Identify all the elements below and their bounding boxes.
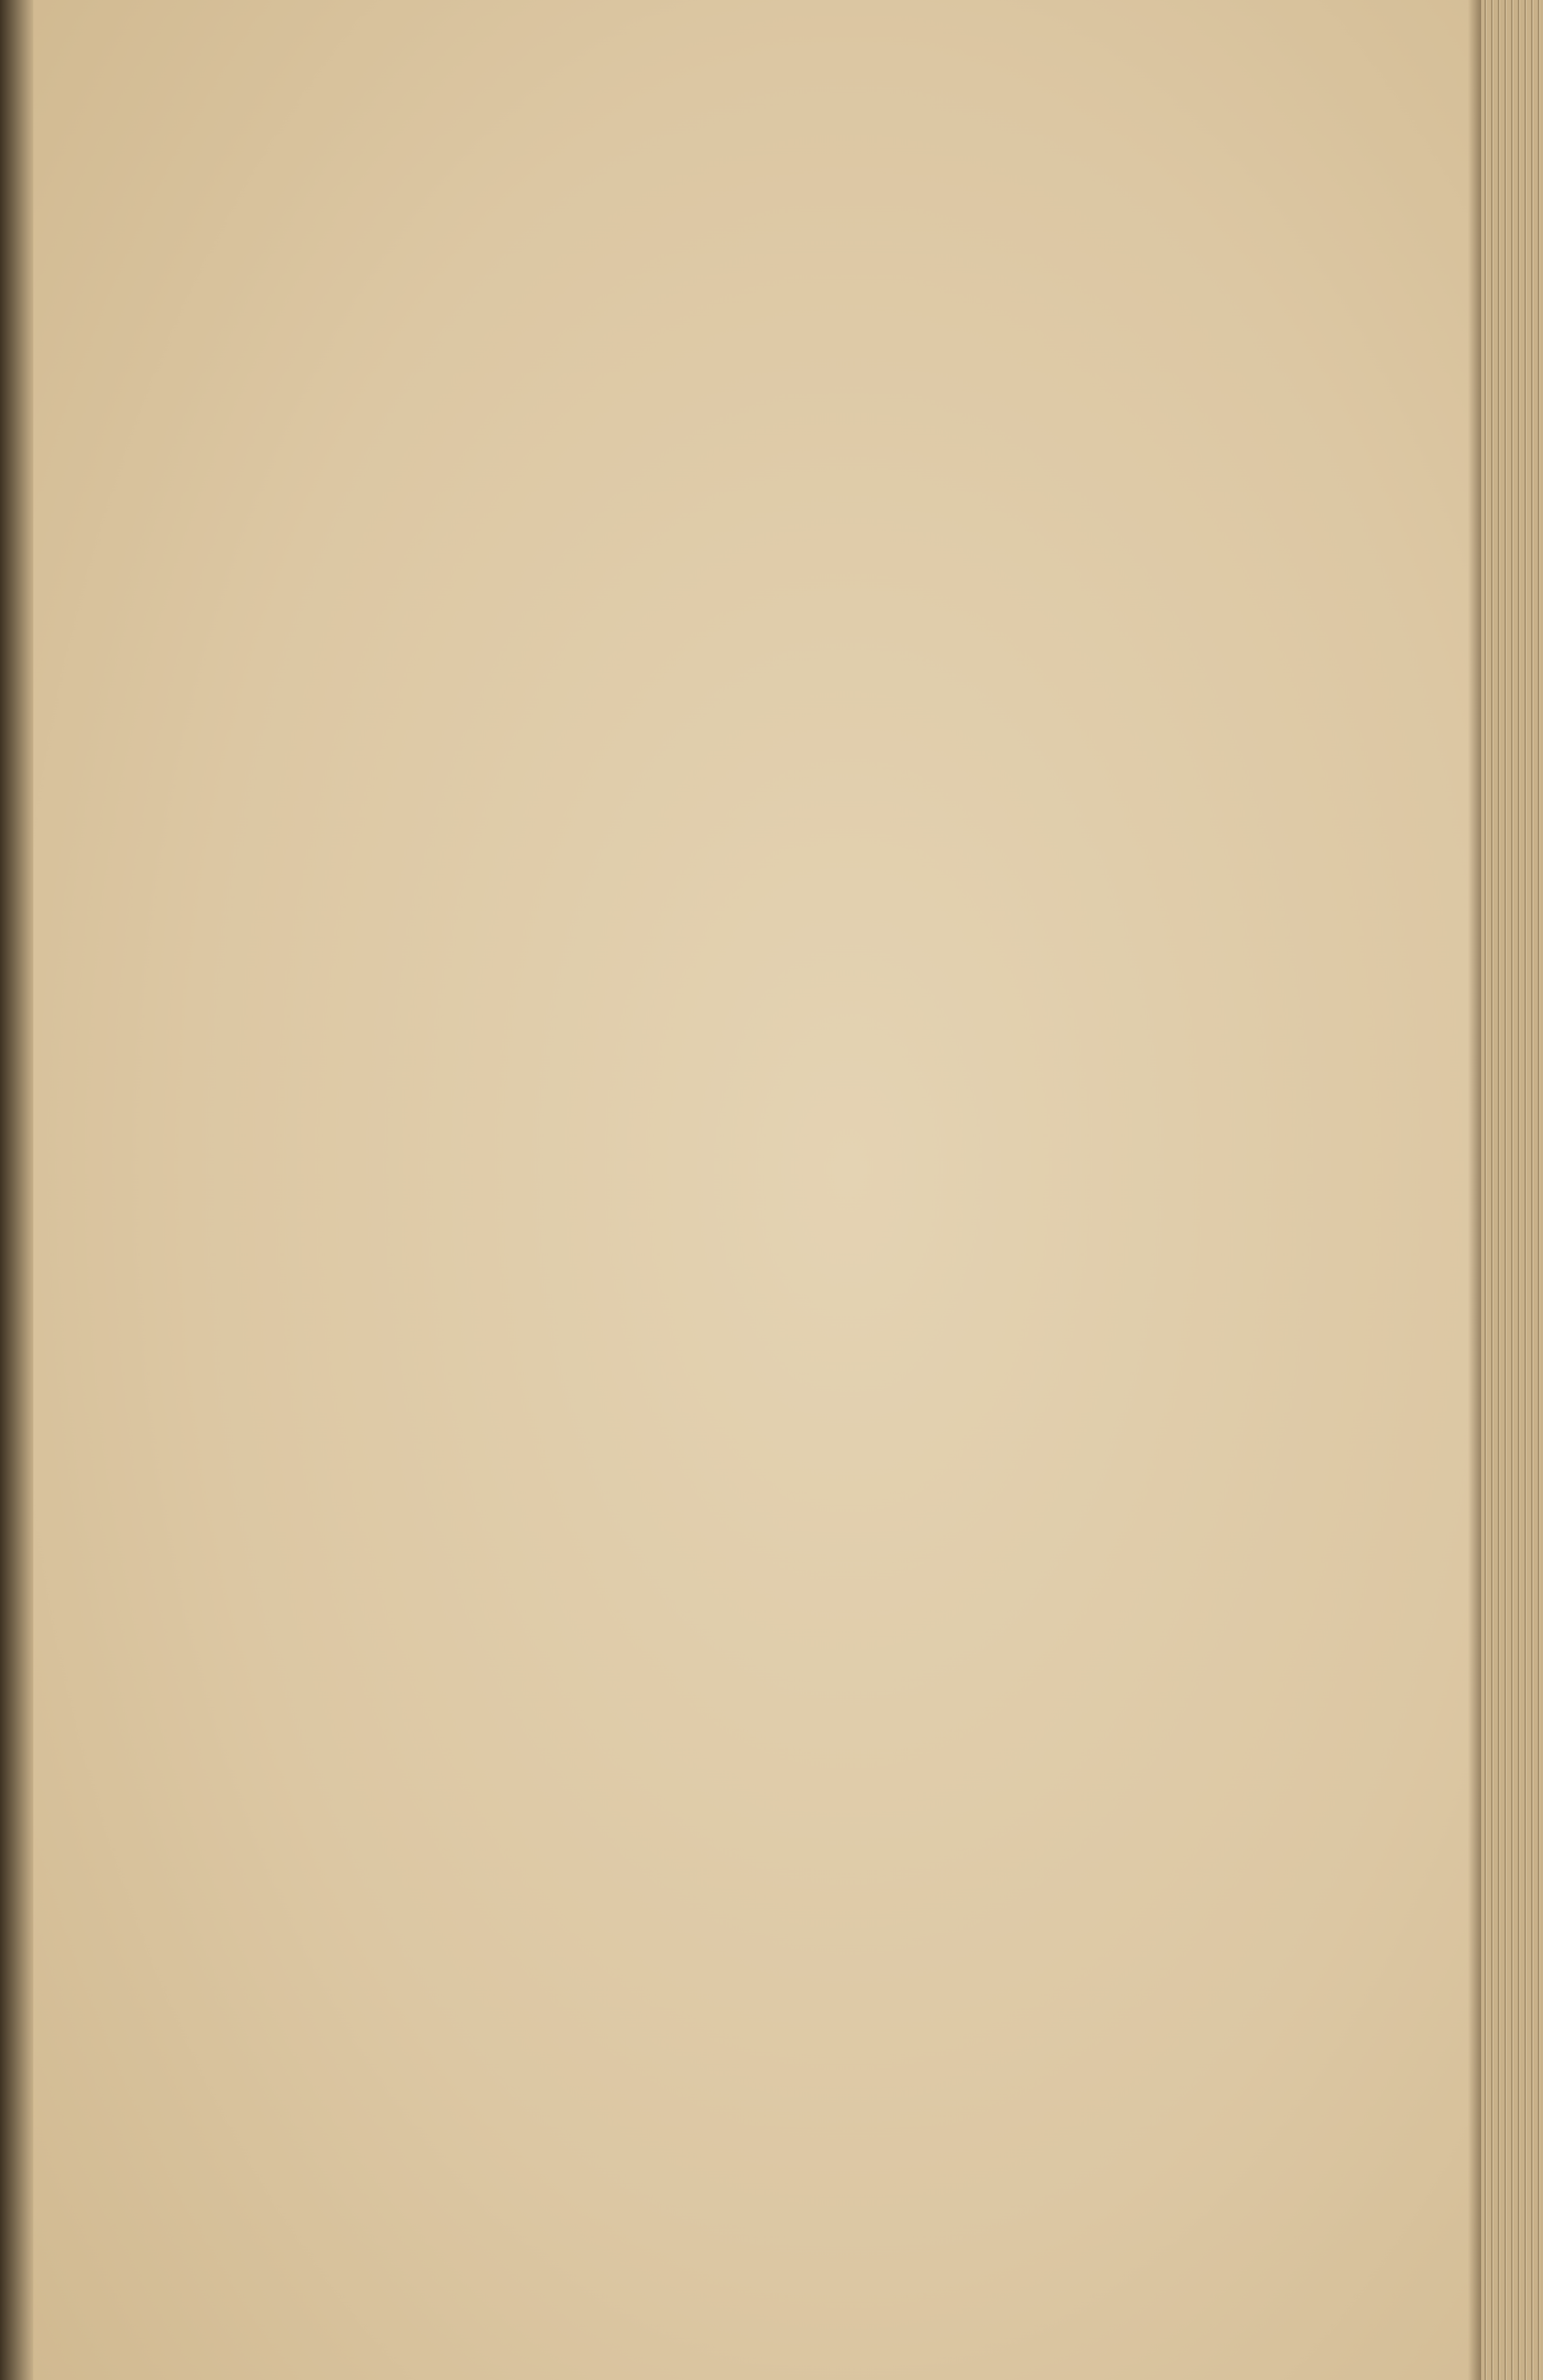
previous-page-margin-fragments [0, 286, 30, 2285]
page-stack-edges [1481, 0, 1543, 2380]
binding-shadow [1468, 0, 1481, 2380]
